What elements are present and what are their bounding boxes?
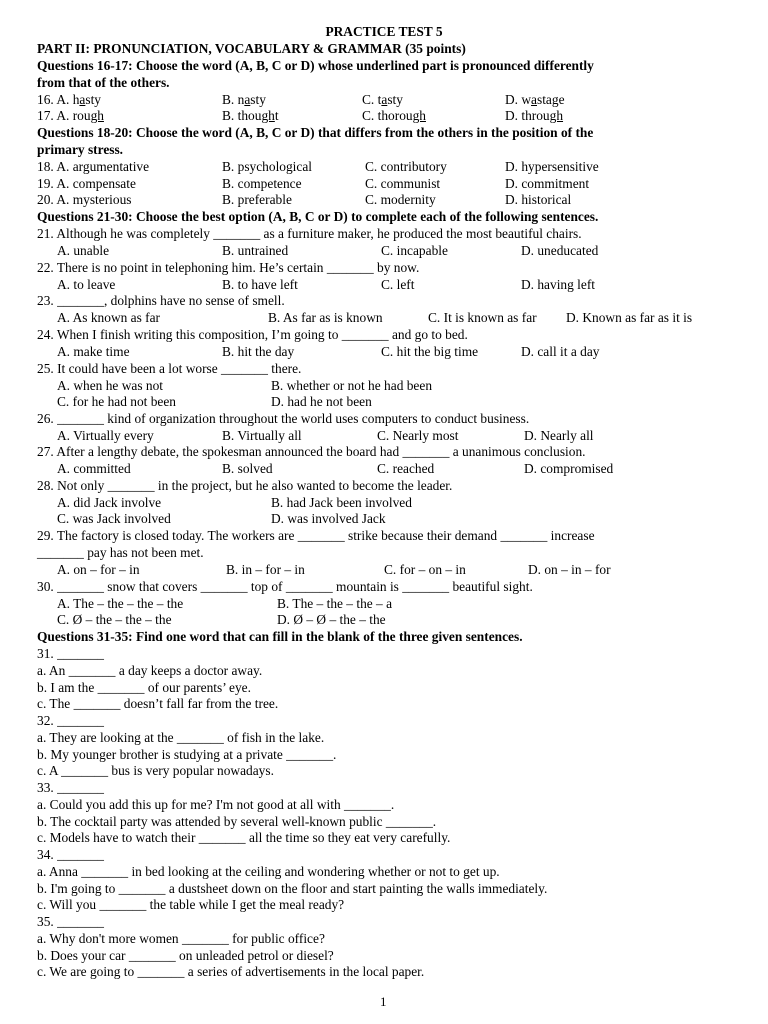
section-instruction: Questions 18-20: Choose the word (A, B, C or D) that differs from the others in the position of the xyxy=(37,125,594,140)
sentence-b: b. I'm going to _______ a dustsheet down on the floor and start painting the walls immediately. xyxy=(37,881,548,896)
option-b: B. The – the – the – a xyxy=(277,596,393,611)
question-number: 31. _______ xyxy=(37,646,104,661)
option-b: B. thought xyxy=(222,108,279,123)
section-instruction: Questions 31-35: Find one word that can fill in the blank of the three given sentences. xyxy=(37,629,523,644)
sentence-c: c. Will you _______ the table while I get the meal ready? xyxy=(37,897,345,912)
option-b: B. hit the day xyxy=(222,344,295,359)
option-b: B. untrained xyxy=(222,243,289,258)
option-b: B. Virtually all xyxy=(222,428,302,443)
sentence-a: a. Anna _______ in bed looking at the ceiling and wondering whether or not to get up. xyxy=(37,864,500,879)
option-c: C. for he had not been xyxy=(57,394,176,409)
option-c: C. Nearly most xyxy=(377,428,459,443)
option-d: D. wastage xyxy=(505,92,565,107)
option-b: B. nasty xyxy=(222,92,266,107)
question-number: 35. _______ xyxy=(37,914,104,929)
section-instruction: from that of the others. xyxy=(37,75,170,90)
option-b: B. preferable xyxy=(222,192,292,207)
sentence-c: c. We are going to _______ a series of advertisements in the local paper. xyxy=(37,964,425,979)
question-text: 28. Not only _______ in the project, but he also wanted to become the leader. xyxy=(37,478,453,493)
sentence-b: b. My younger brother is studying at a private _______. xyxy=(37,747,337,762)
option-c: C. reached xyxy=(377,461,435,476)
option-b: B. psychological xyxy=(222,159,313,174)
option-c: C. hit the big time xyxy=(381,344,479,359)
option-a: A. Virtually every xyxy=(57,428,154,443)
option-d: D. call it a day xyxy=(521,344,600,359)
option-a: 18. A. argumentative xyxy=(37,159,150,174)
option-d: D. commitment xyxy=(505,176,590,191)
sentence-a: a. An _______ a day keeps a doctor away. xyxy=(37,663,263,678)
sentence-c: c. Models have to watch their _______ all the time so they eat very carefully. xyxy=(37,830,451,845)
question-text: 30. _______ snow that covers _______ top of _______ mountain is _______ beautiful sight. xyxy=(37,579,533,594)
option-a: A. The – the – the – the xyxy=(57,596,184,611)
option-b: B. As far as is known xyxy=(268,310,383,325)
option-a: A. did Jack involve xyxy=(57,495,162,510)
question-text: 25. It could have been a lot worse _______ there. xyxy=(37,361,302,376)
option-a: 20. A. mysterious xyxy=(37,192,132,207)
option-a: A. on – for – in xyxy=(57,562,140,577)
question-text: 26. _______ kind of organization throughout the world uses computers to conduct business. xyxy=(37,411,530,426)
option-d: D. hypersensitive xyxy=(505,159,599,174)
question-number: 34. _______ xyxy=(37,847,104,862)
option-d: D. compromised xyxy=(524,461,614,476)
option-d: D. Ø – Ø – the – the xyxy=(277,612,386,627)
option-d: D. on – in – for xyxy=(528,562,611,577)
option-a: A. unable xyxy=(57,243,110,258)
option-d: D. uneducated xyxy=(521,243,599,258)
option-d: D. Nearly all xyxy=(524,428,594,443)
option-d: D. Known as far as it is xyxy=(566,310,693,325)
option-d: D. had he not been xyxy=(271,394,372,409)
option-d: D. through xyxy=(505,108,564,123)
option-d: D. was involved Jack xyxy=(271,511,386,526)
sentence-a: a. They are looking at the _______ of fish in the lake. xyxy=(37,730,325,745)
option-c: C. It is known as far xyxy=(428,310,537,325)
option-c: C. communist xyxy=(365,176,441,191)
option-a: A. when he was not xyxy=(57,378,163,393)
option-a: 17. A. rough xyxy=(37,108,104,123)
sentence-c: c. The _______ doesn’t fall far from the tree. xyxy=(37,696,279,711)
question-text: 27. After a lengthy debate, the spokesman announced the board had _______ a unanimous conclusion. xyxy=(37,444,586,459)
option-c: C. modernity xyxy=(365,192,436,207)
question-number: 33. _______ xyxy=(37,780,104,795)
option-a: 16. A. hasty xyxy=(37,92,102,107)
question-text: 22. There is no point in telephoning him. He’s certain _______ by now. xyxy=(37,260,420,275)
sentence-b: b. The cocktail party was attended by several well-known public _______. xyxy=(37,814,437,829)
option-b: B. in – for – in xyxy=(226,562,305,577)
option-c: C. thorough xyxy=(362,108,426,123)
option-b: B. had Jack been involved xyxy=(271,495,412,510)
option-a: A. As known as far xyxy=(57,310,161,325)
sentence-a: a. Could you add this up for me? I'm not good at all with _______. xyxy=(37,797,395,812)
option-c: C. tasty xyxy=(362,92,403,107)
section-instruction: Questions 21-30: Choose the best option (A, B, C or D) to complete each of the following sentences. xyxy=(37,209,599,224)
option-c: C. incapable xyxy=(381,243,448,258)
question-text: _______ pay has not been met. xyxy=(37,545,204,560)
page-number: 1 xyxy=(380,994,387,1009)
question-text: 23. _______, dolphins have no sense of smell. xyxy=(37,293,285,308)
sentence-c: c. A _______ bus is very popular nowadays. xyxy=(37,763,274,778)
page-title: PRACTICE TEST 5 xyxy=(325,24,443,39)
option-c: C. Ø – the – the – the xyxy=(57,612,172,627)
option-c: C. contributory xyxy=(365,159,447,174)
section-instruction: Questions 16-17: Choose the word (A, B, C or D) whose underlined part is pronounced differently xyxy=(37,58,594,73)
option-a: A. make time xyxy=(57,344,130,359)
question-text: 29. The factory is closed today. The workers are _______ strike because their demand _______ increase xyxy=(37,528,595,543)
option-a: 19. A. compensate xyxy=(37,176,136,191)
option-b: B. competence xyxy=(222,176,302,191)
option-b: B. solved xyxy=(222,461,273,476)
section-instruction: primary stress. xyxy=(37,142,124,157)
question-number: 32. _______ xyxy=(37,713,104,728)
part-heading: PART II: PRONUNCIATION, VOCABULARY & GRAMMAR (35 points) xyxy=(37,41,466,56)
sentence-b: b. I am the _______ of our parents’ eye. xyxy=(37,680,251,695)
question-text: 24. When I finish writing this composition, I’m going to _______ and go to bed. xyxy=(37,327,468,342)
question-text: 21. Although he was completely _______ as a furniture maker, he produced the most beautiful chairs. xyxy=(37,226,582,241)
sentence-b: b. Does your car _______ on unleaded petrol or diesel? xyxy=(37,948,334,963)
option-a: A. to leave xyxy=(57,277,116,292)
option-c: C. left xyxy=(381,277,415,292)
option-a: A. committed xyxy=(57,461,131,476)
option-d: D. historical xyxy=(505,192,572,207)
option-d: D. having left xyxy=(521,277,596,292)
option-b: B. to have left xyxy=(222,277,298,292)
option-c: C. was Jack involved xyxy=(57,511,171,526)
sentence-a: a. Why don't more women _______ for public office? xyxy=(37,931,325,946)
option-c: C. for – on – in xyxy=(384,562,466,577)
option-b: B. whether or not he had been xyxy=(271,378,433,393)
